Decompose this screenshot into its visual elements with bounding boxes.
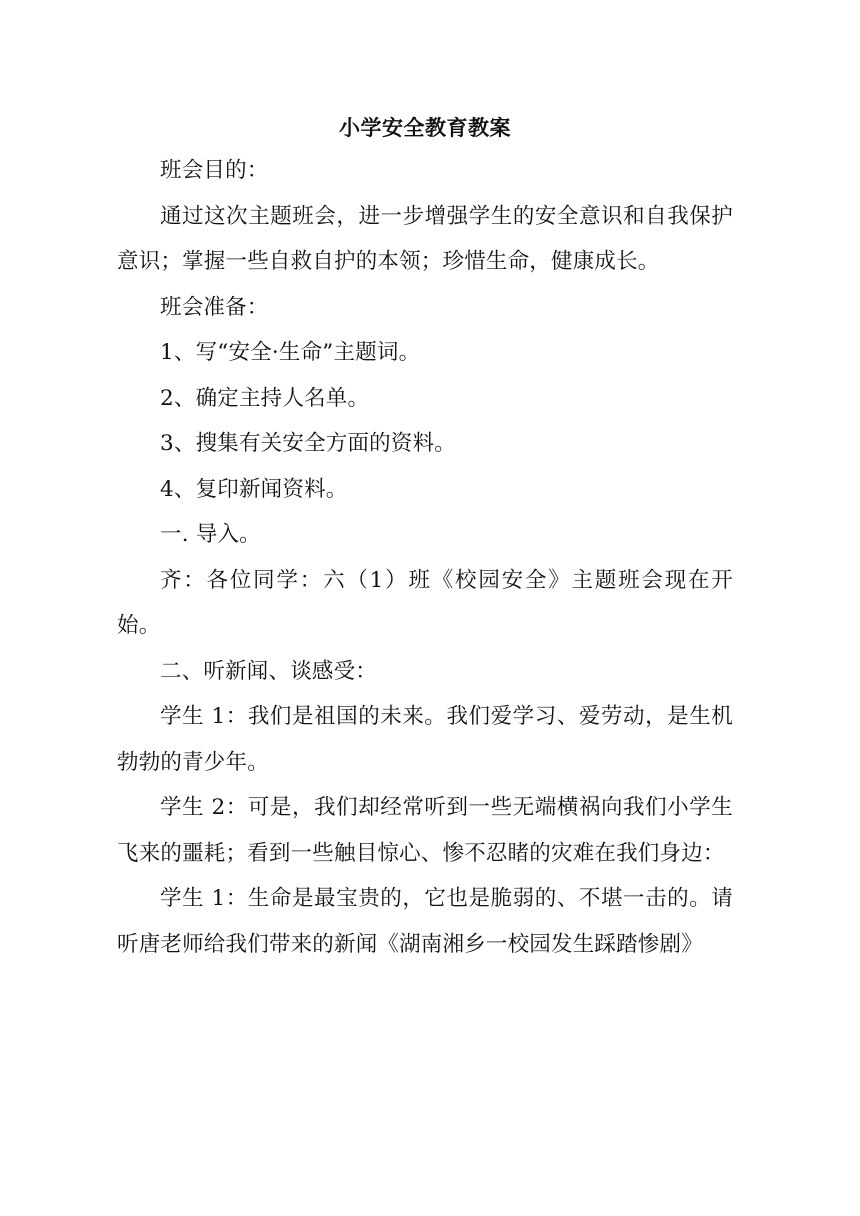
- paragraph-student-1: 学生 1：我们是祖国的未来。我们爱学习、爱劳动，是生机勃勃的青少年。: [117, 704, 733, 775]
- list-item-prep-2: 2、确定主持人名单。: [160, 385, 370, 411]
- section-heading-news: 二、听新闻、谈感受：: [160, 658, 378, 684]
- section-heading-preparation: 班会准备：: [160, 294, 269, 320]
- list-item-prep-4: 4、复印新闻资料。: [160, 476, 348, 502]
- paragraph-purpose-text: 通过这次主题班会，进一步增强学生的安全意识和自我保护意识；掌握一些自救自护的本领；珍惜生命，健康成长。: [117, 203, 733, 274]
- page-title: 小学安全教育教案: [339, 115, 511, 140]
- paragraph-intro-text: 齐：各位同学：六（1）班《校园安全》主题班会现在开始。: [117, 567, 733, 638]
- section-heading-intro: 一. 导入。: [160, 522, 261, 547]
- list-item-prep-1: 1、写“安全·生命”主题词。: [160, 340, 421, 365]
- section-heading-purpose: 班会目的：: [160, 158, 269, 183]
- paragraph-student-1-news: 学生 1：生命是最宝贵的，它也是脆弱的、不堪一击的。请听唐老师给我们带来的新闻《湖南湘乡一校园发生踩踏惨剧》: [117, 886, 733, 957]
- document-body: [117, 108, 733, 967]
- list-item-prep-3: 3、搜集有关安全方面的资料。: [160, 431, 456, 456]
- paragraph-student-2: 学生 2：可是，我们却经常听到一些无端横祸向我们小学生飞来的噩耗；看到一些触目惊心、惨不忍睹的灾难在我们身边：: [117, 795, 733, 866]
